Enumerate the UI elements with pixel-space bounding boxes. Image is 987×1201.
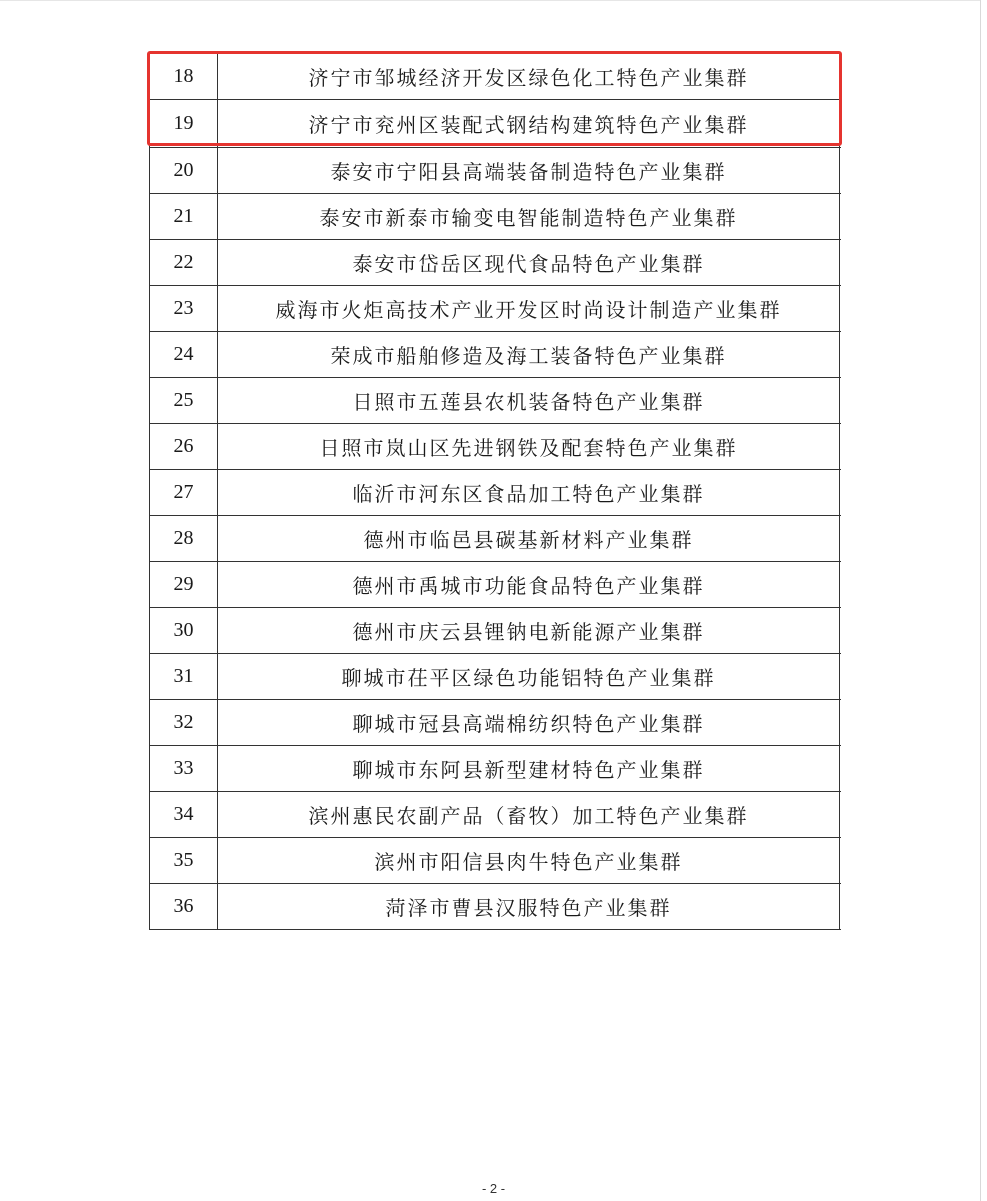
- row-number: 18: [150, 53, 218, 99]
- row-number: 21: [150, 194, 218, 239]
- table-row: [150, 792, 841, 838]
- table-row: [150, 332, 841, 378]
- cluster-name: 滨州市阳信县肉牛特色产业集群: [218, 838, 840, 883]
- table-row: [150, 562, 841, 608]
- table-row: [150, 100, 841, 148]
- cluster-name: 日照市岚山区先进钢铁及配套特色产业集群: [218, 424, 840, 469]
- row-number: 20: [150, 148, 218, 193]
- row-number: 29: [150, 562, 218, 607]
- row-number: 19: [150, 100, 218, 147]
- table-row: [150, 286, 841, 332]
- table-row: [150, 53, 841, 100]
- cluster-name: 滨州惠民农副产品（畜牧）加工特色产业集群: [218, 792, 840, 837]
- table-row: [150, 378, 841, 424]
- row-number: 28: [150, 516, 218, 561]
- table-row: [150, 746, 841, 792]
- cluster-name: 荣成市船舶修造及海工装备特色产业集群: [218, 332, 840, 377]
- row-number: 33: [150, 746, 218, 791]
- row-number: 36: [150, 884, 218, 929]
- row-number: 31: [150, 654, 218, 699]
- row-number: 24: [150, 332, 218, 377]
- table-row: [150, 608, 841, 654]
- page-top-edge: [0, 0, 981, 1]
- row-number: 32: [150, 700, 218, 745]
- cluster-name: 聊城市冠县高端棉纺织特色产业集群: [218, 700, 840, 745]
- cluster-name: 济宁市邹城经济开发区绿色化工特色产业集群: [218, 53, 840, 99]
- row-number: 25: [150, 378, 218, 423]
- row-number: 22: [150, 240, 218, 285]
- cluster-name: 威海市火炬高技术产业开发区时尚设计制造产业集群: [218, 286, 840, 331]
- row-number: 26: [150, 424, 218, 469]
- row-number: 27: [150, 470, 218, 515]
- row-number: 34: [150, 792, 218, 837]
- table-row: [150, 240, 841, 286]
- cluster-name: 聊城市东阿县新型建材特色产业集群: [218, 746, 840, 791]
- cluster-name: 泰安市宁阳县高端装备制造特色产业集群: [218, 148, 840, 193]
- table-row: [150, 884, 841, 930]
- table-row: [150, 654, 841, 700]
- table-row: [150, 194, 841, 240]
- cluster-name: 日照市五莲县农机装备特色产业集群: [218, 378, 840, 423]
- table-row: [150, 516, 841, 562]
- row-number: 30: [150, 608, 218, 653]
- cluster-name: 德州市禹城市功能食品特色产业集群: [218, 562, 840, 607]
- cluster-name: 德州市临邑县碳基新材料产业集群: [218, 516, 840, 561]
- row-number: 35: [150, 838, 218, 883]
- page-number: - 2 -: [481, 1181, 506, 1196]
- cluster-name: 聊城市茌平区绿色功能铝特色产业集群: [218, 654, 840, 699]
- table-row: [150, 470, 841, 516]
- cluster-table: [149, 52, 841, 930]
- table-row: [150, 148, 841, 194]
- cluster-name: 泰安市新泰市输变电智能制造特色产业集群: [218, 194, 840, 239]
- table-row: [150, 424, 841, 470]
- page-right-edge: [980, 0, 981, 1201]
- cluster-name: 德州市庆云县锂钠电新能源产业集群: [218, 608, 840, 653]
- cluster-name: 济宁市兖州区装配式钢结构建筑特色产业集群: [218, 100, 840, 147]
- cluster-name: 临沂市河东区食品加工特色产业集群: [218, 470, 840, 515]
- row-number: 23: [150, 286, 218, 331]
- table-row: [150, 838, 841, 884]
- table-row: [150, 700, 841, 746]
- cluster-name: 菏泽市曹县汉服特色产业集群: [218, 884, 840, 929]
- cluster-name: 泰安市岱岳区现代食品特色产业集群: [218, 240, 840, 285]
